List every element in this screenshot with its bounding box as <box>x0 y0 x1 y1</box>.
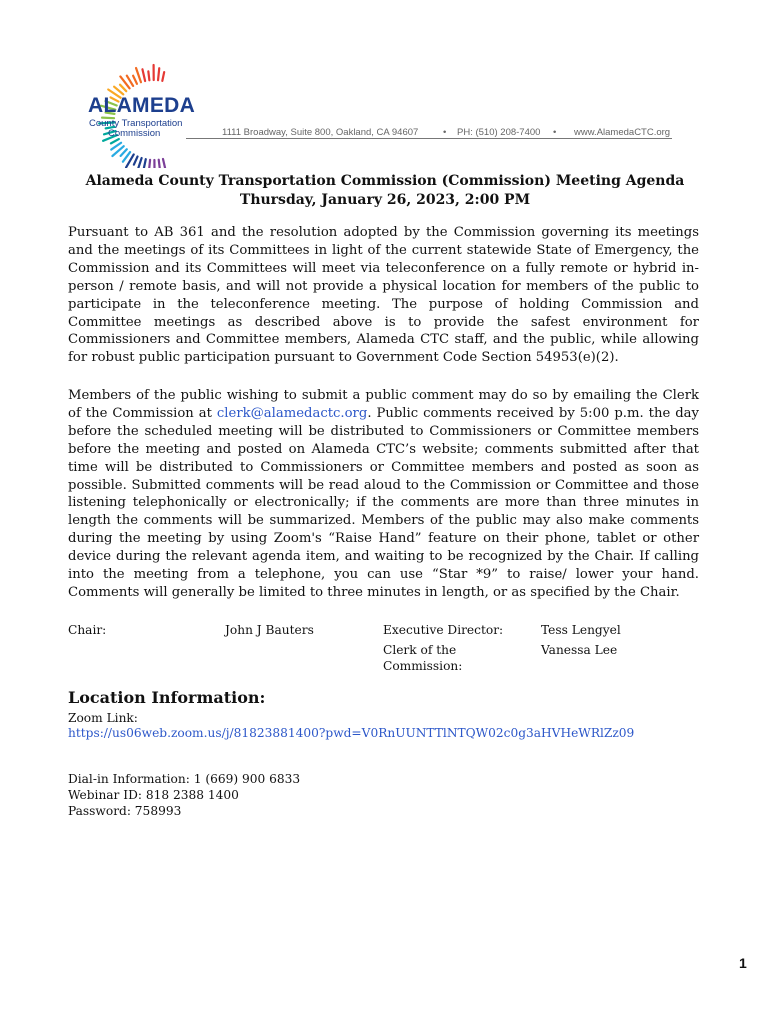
logo-ray <box>148 71 149 80</box>
header-separator: • <box>443 127 447 138</box>
alameda-ctc-logo <box>62 56 202 168</box>
header-divider <box>186 138 672 139</box>
clerk-label: Clerk of the Commission: <box>383 643 463 673</box>
executive-director-label: Executive Director: <box>383 623 504 637</box>
page-number: 1 <box>739 955 747 971</box>
logo-ray <box>163 159 165 168</box>
executive-director-name: Tess Lengyel <box>541 623 621 637</box>
logo-ray <box>111 139 119 143</box>
location-heading: Location Information: <box>68 688 266 707</box>
header-address: 1111 Broadway, Suite 800, Oakland, CA 94607 <box>222 127 419 138</box>
logo-ray <box>162 72 164 81</box>
zoom-link[interactable]: https://us06web.zoom.us/j/81823881400?pwd=V0RnUUNTTlNTQW02c0g3aHVHeWRlZz09 <box>68 726 635 740</box>
header-phone: PH: (510) 208-7400 <box>457 127 541 138</box>
public-comment-text-start: Members of the public wishing to submit a public comment may do so by emailing the Clerk of the Commission at <box>68 388 699 421</box>
ab361-paragraph: Pursuant to AB 361 and the resolution adopted by the Commission governing its meetings and the meetings of its Committees in light of the current statewide State of Emergency, the Commission and its Committees will meet via teleconference on a fully remote or hybrid in-person / remote basis, and will not provide a physical location for members of the public to participate in the teleconference meeting. The purpose of holding Commission and Committee meetings as described above is to provide the safest environment for Commissioners and Committee members, Alameda CTC staff, and the public, while allowing for robust public participation pursuant to Government Code Section 54953(e)(2). <box>68 225 699 366</box>
header-separator: • <box>553 127 557 138</box>
zoom-link-label: Zoom Link: <box>68 711 138 725</box>
meeting-datetime: Thursday, January 26, 2023, 2:00 PM <box>239 192 531 208</box>
chair-label: Chair: <box>68 623 107 637</box>
public-comment-text-rest: . Public comments received by 5:00 p.m. the day before the scheduled meeting will be distributed to Commissioners or Committee members before the meeting and posted on Alameda CTC’s website; comments submitted after that time will be distributed to Commissioners or Committee members and posted as soon as possible. Submitted comments will be read aloud to the Commission or Committee and those listening telephonically or electronically; if the comments are more than three minutes in length the comments will be summarized. Members of the public may also make comments during the meeting by using Zoom's “Raise Hand” feature on their phone, tablet or other device during the relevant agenda item, and waiting to be recognized by the Chair. If calling into the meeting from a telephone, you can use “Star *9” to raise/ lower your hand. Comments will generally be limited to three minutes in length, or as specified by the Chair. <box>68 405 699 600</box>
dial-in-info: Dial-in Information: 1 (669) 900 6833 <box>68 772 301 786</box>
logo-ray <box>149 160 150 168</box>
logo-ray <box>134 156 138 164</box>
header-website-link[interactable]: www.AlamedaCTC.org <box>574 127 671 138</box>
logo-ray <box>138 158 142 168</box>
logo-ray <box>158 68 159 80</box>
logo-name: ALAMEDA <box>88 94 196 117</box>
logo-ray <box>133 76 137 84</box>
logo-ray <box>143 159 146 168</box>
logo-ray <box>142 69 145 81</box>
chair-name: John J Bauters <box>225 623 314 637</box>
logo-ray <box>120 85 126 91</box>
clerk-email-link[interactable]: clerk@alamedactc.org <box>216 405 368 421</box>
logo-ray <box>159 160 161 168</box>
logo-subtitle-line2: Commission <box>108 128 161 139</box>
page-title: Alameda County Transportation Commission (Commission) Meeting Agenda <box>85 173 685 189</box>
logo-subtitle-line1: County Transportation <box>89 118 183 129</box>
webinar-id: Webinar ID: 818 2388 1400 <box>68 788 239 802</box>
meeting-password: Password: 758993 <box>68 804 182 818</box>
public-comment-paragraph <box>68 387 699 602</box>
clerk-name: Vanessa Lee <box>541 643 618 657</box>
logo-ray <box>136 68 141 82</box>
logo-ray <box>121 149 127 156</box>
